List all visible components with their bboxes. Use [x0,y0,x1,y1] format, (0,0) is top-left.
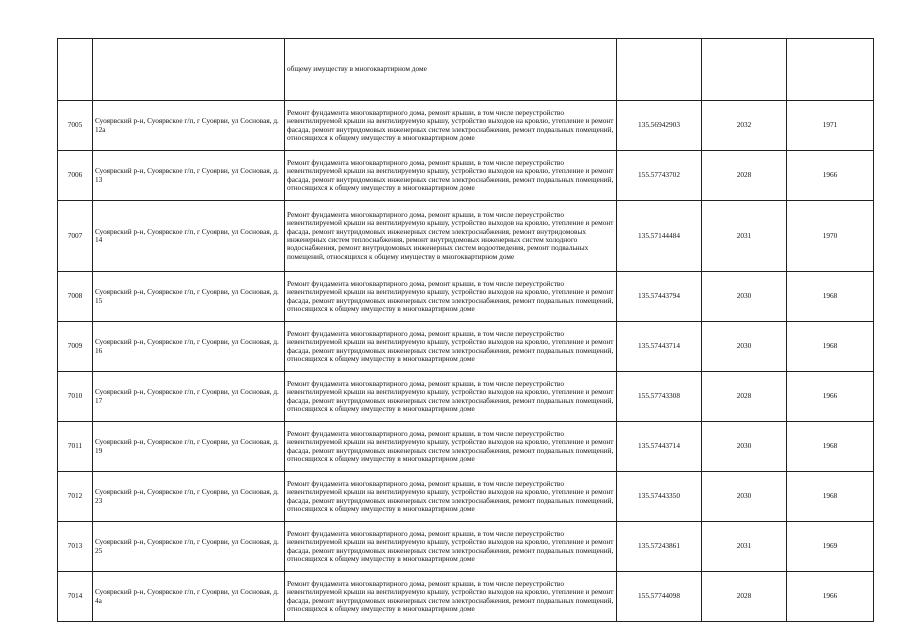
cell-built-year: 1966 [787,572,874,622]
cell-built-year [787,39,874,101]
cell-address [93,39,285,101]
cell-built-year: 1970 [787,201,874,272]
cell-number: 7005 [58,101,93,151]
cell-built-year: 1966 [787,151,874,201]
cell-works: Ремонт фундамента многоквартирного дома, ремонт крыши, в том числе переустройство невентилируемой крыши на вентилируемую крышу, устройство выходов на кровлю, утепление и ремонт фасада, ремонт внутридомовых инженерных систем электроснабжения, ремонт подвальных помещений, относящихся к общему имуществу в многоквартирном доме [285,372,617,422]
cell-plan-year: 2031 [702,522,787,572]
cell-plan-year: 2030 [702,422,787,472]
cell-area: 155.57743308 [617,372,702,422]
cell-area: 135.57443350 [617,472,702,522]
cell-plan-year [702,39,787,101]
cell-area: 135.56942903 [617,101,702,151]
cell-address: Суоярвский р-н, Суоярвское г/п, г Суоярви, ул Сосновая, д. 15 [93,272,285,322]
cell-address: Суоярвский р-н, Суоярвское г/п, г Суоярви, ул Сосновая, д. 17 [93,372,285,422]
cell-plan-year: 2030 [702,472,787,522]
cell-area: 135.57443714 [617,422,702,472]
cell-works: Ремонт фундамента многоквартирного дома, ремонт крыши, в том числе переустройство невентилируемой крыши на вентилируемую крышу, устройство выходов на кровлю, утепление и ремонт фасада, ремонт внутридомовых инженерных систем электроснабжения, ремонт подвальных помещений, относящихся к общему имуществу в многоквартирном доме [285,472,617,522]
table-row [58,322,874,372]
cell-area: 135.57443714 [617,322,702,372]
cell-built-year: 1971 [787,101,874,151]
table-row [58,201,874,272]
cell-works: Ремонт фундамента многоквартирного дома, ремонт крыши, в том числе переустройство невентилируемой крыши на вентилируемую крышу, устройство выходов на кровлю, утепление и ремонт фасада, ремонт внутридомовых инженерных систем электроснабжения, ремонт подвальных помещений, относящихся к общему имуществу в многоквартирном доме [285,322,617,372]
cell-number: 7012 [58,472,93,522]
cell-built-year: 1968 [787,322,874,372]
cell-built-year: 1966 [787,372,874,422]
table-row-continued [58,39,874,101]
table-row [58,372,874,422]
cell-area: 135.57144484 [617,201,702,272]
cell-works: Ремонт фундамента многоквартирного дома, ремонт крыши, в том числе переустройство невентилируемой крыши на вентилируемую крышу, устройство выходов на кровлю, утепление и ремонт фасада, ремонт внутридомовых инженерных систем электроснабжения, ремонт подвальных помещений, относящихся к общему имуществу в многоквартирном доме [285,422,617,472]
cell-number [58,39,93,101]
table-row [58,101,874,151]
table-row [58,151,874,201]
cell-works: Ремонт фундамента многоквартирного дома, ремонт крыши, в том числе переустройство невентилируемой крыши на вентилируемую крышу, устройство выходов на кровлю, утепление и ремонт фасада, ремонт внутридомовых инженерных систем электроснабжения, ремонт подвальных помещений, относящихся к общему имуществу в многоквартирном доме [285,572,617,622]
cell-built-year: 1968 [787,422,874,472]
cell-address: Суоярвский р-н, Суоярвское г/п, г Суоярви, ул Сосновая, д. 12а [93,101,285,151]
table-row [58,422,874,472]
cell-area: 155.57744098 [617,572,702,622]
cell-plan-year: 2030 [702,322,787,372]
cell-plan-year: 2028 [702,151,787,201]
table-body [58,39,874,622]
cell-address: Суоярвский р-н, Суоярвское г/п, г Суоярви, ул Сосновая, д. 25 [93,522,285,572]
cell-built-year: 1968 [787,272,874,322]
table-row [58,272,874,322]
cell-address: Суоярвский р-н, Суоярвское г/п, г Суоярви, ул Сосновая, д. 19 [93,422,285,472]
cell-number: 7013 [58,522,93,572]
table-row [58,572,874,622]
cell-number: 7009 [58,322,93,372]
cell-area: 135.57443794 [617,272,702,322]
cell-address: Суоярвский р-н, Суоярвское г/п, г Суоярви, ул Сосновая, д. 14 [93,201,285,272]
cell-works: общему имуществу в многоквартирном доме [285,39,617,101]
cell-number: 7007 [58,201,93,272]
cell-plan-year: 2028 [702,572,787,622]
cell-works: Ремонт фундамента многоквартирного дома, ремонт крыши, в том числе переустройство невентилируемой крыши на вентилируемую крышу, устройство выходов на кровлю, утепление и ремонт фасада, ремонт внутридомовых инженерных систем электроснабжения, ремонт подвальных помещений, относящихся к общему имуществу в многоквартирном доме [285,151,617,201]
cell-works: Ремонт фундамента многоквартирного дома, ремонт крыши, в том числе переустройство невентилируемой крыши на вентилируемую крышу, устройство выходов на кровлю, утепление и ремонт фасада, ремонт внутридомовых инженерных систем электроснабжения, ремонт внутридомовых инженерных систем теплоснабжения, ремонт внутридомовых инженерных систем холодного водоснабжения, ремонт внутридомовых инженерных систем водоотведения, ремонт подвальных помещений, относящихся к общему имуществу в многоквартирном доме [285,201,617,272]
cell-works: Ремонт фундамента многоквартирного дома, ремонт крыши, в том числе переустройство невентилируемой крыши на вентилируемую крышу, устройство выходов на кровлю, утепление и ремонт фасада, ремонт внутридомовых инженерных систем электроснабжения, ремонт подвальных помещений, относящихся к общему имуществу в многоквартирном доме [285,101,617,151]
cell-address: Суоярвский р-н, Суоярвское г/п, г Суоярви, ул Сосновая, д. 13 [93,151,285,201]
cell-works: Ремонт фундамента многоквартирного дома, ремонт крыши, в том числе переустройство невентилируемой крыши на вентилируемую крышу, устройство выходов на кровлю, утепление и ремонт фасада, ремонт внутридомовых инженерных систем электроснабжения, ремонт подвальных помещений, относящихся к общему имуществу в многоквартирном доме [285,522,617,572]
cell-area: 155.57743702 [617,151,702,201]
cell-area: 135.57243861 [617,522,702,572]
capital-repair-table [57,38,874,622]
cell-built-year: 1968 [787,472,874,522]
cell-address: Суоярвский р-н, Суоярвское г/п, г Суоярви, ул Сосновая, д. 16 [93,322,285,372]
cell-number: 7006 [58,151,93,201]
cell-plan-year: 2030 [702,272,787,322]
cell-plan-year: 2032 [702,101,787,151]
cell-works: Ремонт фундамента многоквартирного дома, ремонт крыши, в том числе переустройство невентилируемой крыши на вентилируемую крышу, устройство выходов на кровлю, утепление и ремонт фасада, ремонт внутридомовых инженерных систем электроснабжения, ремонт подвальных помещений, относящихся к общему имуществу в многоквартирном доме [285,272,617,322]
table-row [58,522,874,572]
cell-number: 7010 [58,372,93,422]
cell-built-year: 1969 [787,522,874,572]
cell-number: 7008 [58,272,93,322]
cell-number: 7014 [58,572,93,622]
cell-plan-year: 2028 [702,372,787,422]
cell-plan-year: 2031 [702,201,787,272]
cell-area [617,39,702,101]
table-row [58,472,874,522]
cell-address: Суоярвский р-н, Суоярвское г/п, г Суоярви, ул Сосновая, д. 4а [93,572,285,622]
cell-address: Суоярвский р-н, Суоярвское г/п, г Суоярви, ул Сосновая, д. 23 [93,472,285,522]
cell-number: 7011 [58,422,93,472]
